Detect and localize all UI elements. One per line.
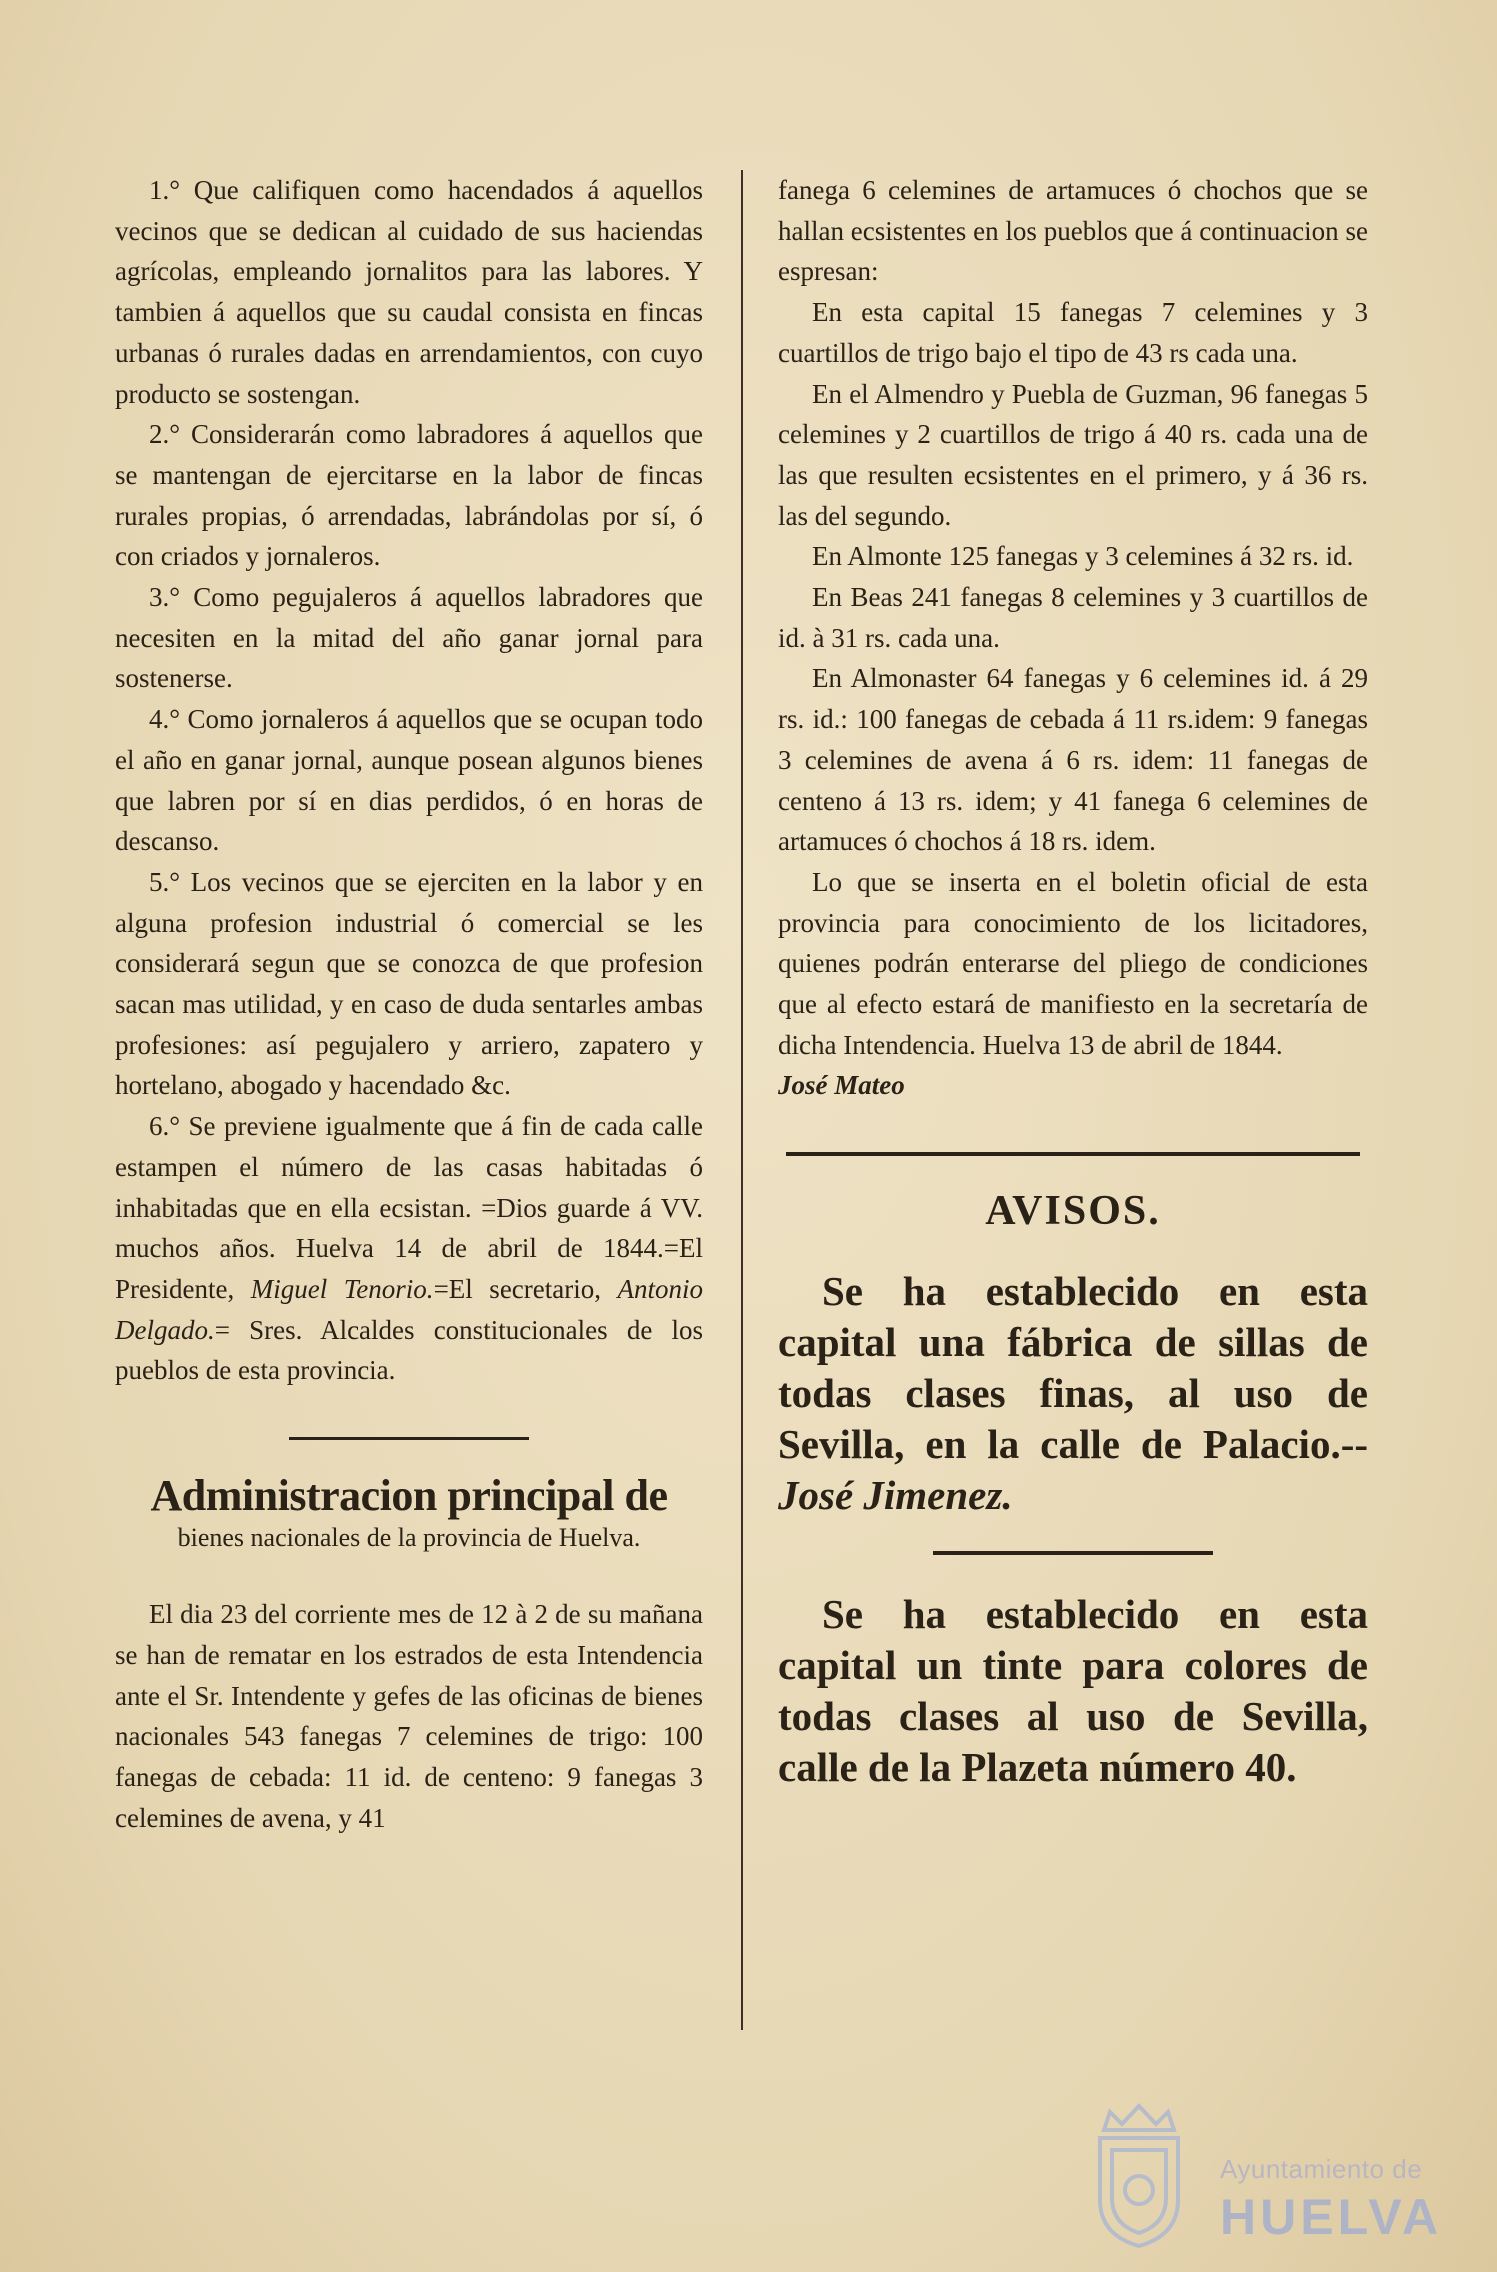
decree-para-1: 1.° Que califiquen como hacendados á aquellos vecinos que se dedican al cuidado de sus haciendas agrícolas, empleando jornalitos para las labores. Y tambien á aquellos que su caudal consista en fincas urbanas ó rurales dadas en arrendamientos, con cuyo producto se sostengan.	[115, 175, 703, 409]
auction-notice: Lo que se inserta en el boletin oficial de esta provincia para conocimiento de los licitadores, quienes podrán enterarse del pliego de condiciones que al efecto estará de manifiesto en la secretaría de dicha Intendencia. Huelva 13 de abril de 1844.	[778, 866, 1368, 1060]
secretary-signature: Antonio Delgado.	[115, 1273, 704, 1345]
watermark-line1: Ayuntamiento de	[1220, 2154, 1423, 2184]
mateo-signature: José Mateo	[778, 1070, 905, 1101]
admin-heading: Administracion principal de	[150, 1471, 668, 1521]
auction-beas: En Beas 241 fanegas 8 celemines y 3 cuartillos de id. à 31 rs. cada una.	[778, 582, 1368, 653]
right-column	[778, 170, 1368, 1793]
decree-para-6	[115, 1106, 703, 1391]
aviso-tinte: Se ha establecido en esta capital un tinte para colores de todas clases al uso de Sevilla, calle de la Plazeta número 40.	[778, 1591, 1368, 1791]
auction-continued: fanega 6 celemines de artamuces ó chochos que se hallan ecsistentes en los pueblos que á continuacion se espresan:	[778, 175, 1368, 287]
decree-para-4: 4.° Como jornaleros á aquellos que se ocupan todo el año en ganar jornal, aunque posean algunos bienes que labren por sí en dias perdidos, ó en horas de descanso.	[115, 704, 703, 857]
aviso-sillas-text: Se ha establecido en esta capital una fábrica de sillas de todas clases finas, al uso de Sevilla, en la calle de Palacio.--	[778, 1268, 1368, 1468]
avisos-heading: AVISOS.	[985, 1188, 1161, 1235]
jimenez-signature: José Jimenez.	[778, 1472, 1013, 1519]
huelva-crest-icon	[1080, 2100, 1198, 2250]
president-signature: Miguel Tenorio.	[250, 1273, 434, 1304]
auction-almendro: En el Almendro y Puebla de Guzman, 96 fanegas 5 celemines y 2 cuartillos de trigo á 40 rs. cada una de las que resulten ecsistentes en el primero, y á 36 rs. las del segundo.	[778, 378, 1368, 531]
archive-watermark	[1080, 2100, 1460, 2250]
watermark-line2: HUELVA	[1220, 2189, 1443, 2245]
decree-closing: = Sres. Alcaldes constitucionales de los pueblos de esta provincia.	[115, 1314, 703, 1386]
left-column	[115, 170, 703, 1838]
decree-para-6-text: 6.° Se previene igualmente que á fin de cada calle estampen el número de las casas habitadas ó inhabitadas que en ella ecsistan. =Dios guarde á VV. muchos años. Huelva 14 de abril de 1844.=El Presidente,	[115, 1111, 703, 1304]
decree-para-5: 5.° Los vecinos que se ejerciten en la labor y en alguna profesion industrial ó comercial se les considerará segun que se conozca de que profesion sacan mas utilidad, y en caso de duda sentarles ambas profesiones: así pegujalero y arriero, zapatero y hortelano, abogado y hacendado &c.	[115, 866, 703, 1101]
auction-almonaster: En Almonaster 64 fanegas y 6 celemines id. á 29 rs. id.: 100 fanegas de cebada á 11 rs.idem: 9 fanegas 3 celemines de avena á 6 rs. idem: 11 fanegas de centeno á 13 rs. idem; y 41 fanega 6 celemines de artamuces ó chochos á 18 rs. idem.	[778, 663, 1368, 857]
secretary-label: =El secretario,	[433, 1273, 601, 1304]
auction-signature	[778, 1065, 1368, 1106]
section-divider	[289, 1437, 529, 1440]
aviso-divider	[933, 1551, 1213, 1555]
admin-subheading: bienes nacionales de la provincia de Huelva.	[177, 1523, 641, 1553]
decree-para-2: 2.° Considerarán como labradores á aquellos que se mantengan de ejercitarse en la labor de fincas rurales propias, ó arrendadas, labrándolas por sí, ó con criados y jornaleros.	[115, 419, 703, 572]
avisos-divider	[786, 1152, 1360, 1156]
auction-capital: En esta capital 15 fanegas 7 celemines y 3 cuartillos de trigo bajo el tipo de 43 rs cada una.	[778, 297, 1368, 368]
aviso-sillas	[778, 1266, 1368, 1521]
decree-para-3: 3.° Como pegujaleros á aquellos labradores que necesiten en la mitad del año ganar jornal para sostenerse.	[115, 582, 703, 694]
column-divider	[741, 170, 743, 2030]
auction-almonte: En Almonte 125 fanegas y 3 celemines á 32 rs. id.	[812, 541, 1354, 572]
admin-body: El dia 23 del corriente mes de 12 à 2 de su mañana se han de rematar en los estrados de esta Intendencia ante el Sr. Intendente y gefes de las oficinas de bienes nacionales 543 fanegas 7 celemines de trigo: 100 fanegas de cebada: 11 id. de centeno: 9 fanegas 3 celemines de avena, y 41	[115, 1599, 703, 1833]
